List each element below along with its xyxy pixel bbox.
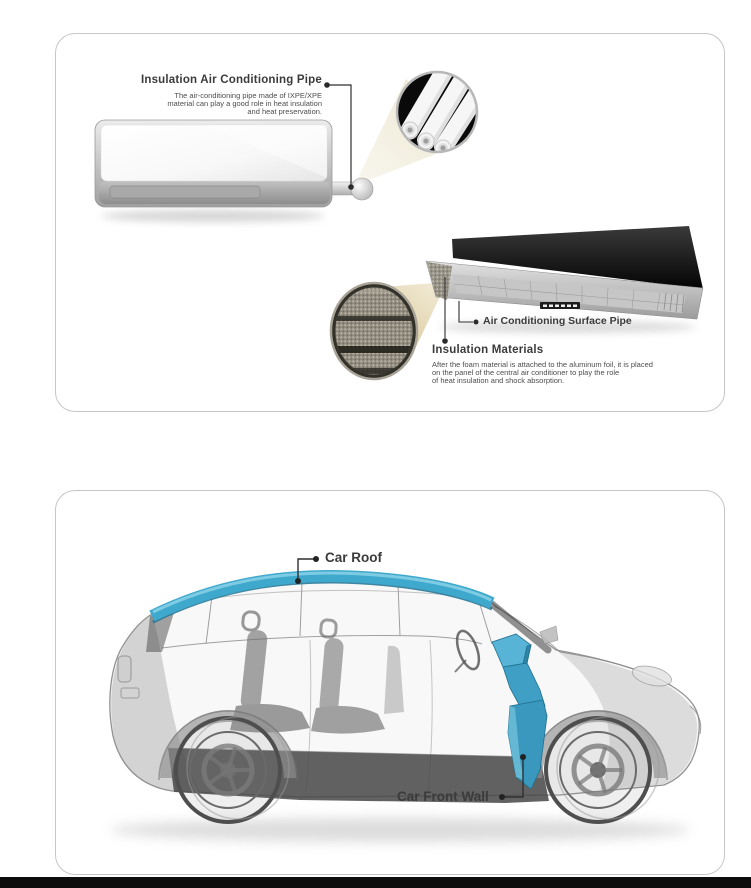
- pipe-desc-line-2: material can play a good role in heat insulation: [167, 98, 322, 108]
- insulation-pipe-description: [62, 92, 322, 115]
- pipe-desc-line-1: The air-conditioning pipe made of IXPE/XPE: [174, 91, 322, 100]
- footer-bar: [0, 877, 751, 888]
- materials-desc-line-3: of heat insulation and shock absorption.: [432, 376, 565, 386]
- materials-desc-line-2: on the panel of the central air conditioner to play the role: [432, 368, 620, 378]
- insulation-materials-description: [432, 361, 712, 385]
- materials-desc-line-1: After the foam material is attached to the aluminum foil, it is placed: [432, 360, 653, 369]
- foam-magnifier-circle: [331, 283, 417, 379]
- callout-line-surface-pipe: [459, 301, 479, 325]
- insulation-materials-title: Insulation Materials: [432, 344, 544, 356]
- taillight: [118, 656, 131, 682]
- car-front-wall-label: Car Front Wall: [397, 789, 489, 804]
- surface-pipe-label: Air Conditioning Surface Pipe: [483, 315, 632, 327]
- pipe-ball-joint: [351, 178, 373, 200]
- wall-ac-unit: [95, 120, 373, 222]
- car-roof-label: Car Roof: [325, 550, 382, 565]
- insulation-pipe-title: Insulation Air Conditioning Pipe: [140, 74, 322, 86]
- pipe-desc-line-3: and heat preservation.: [247, 106, 322, 116]
